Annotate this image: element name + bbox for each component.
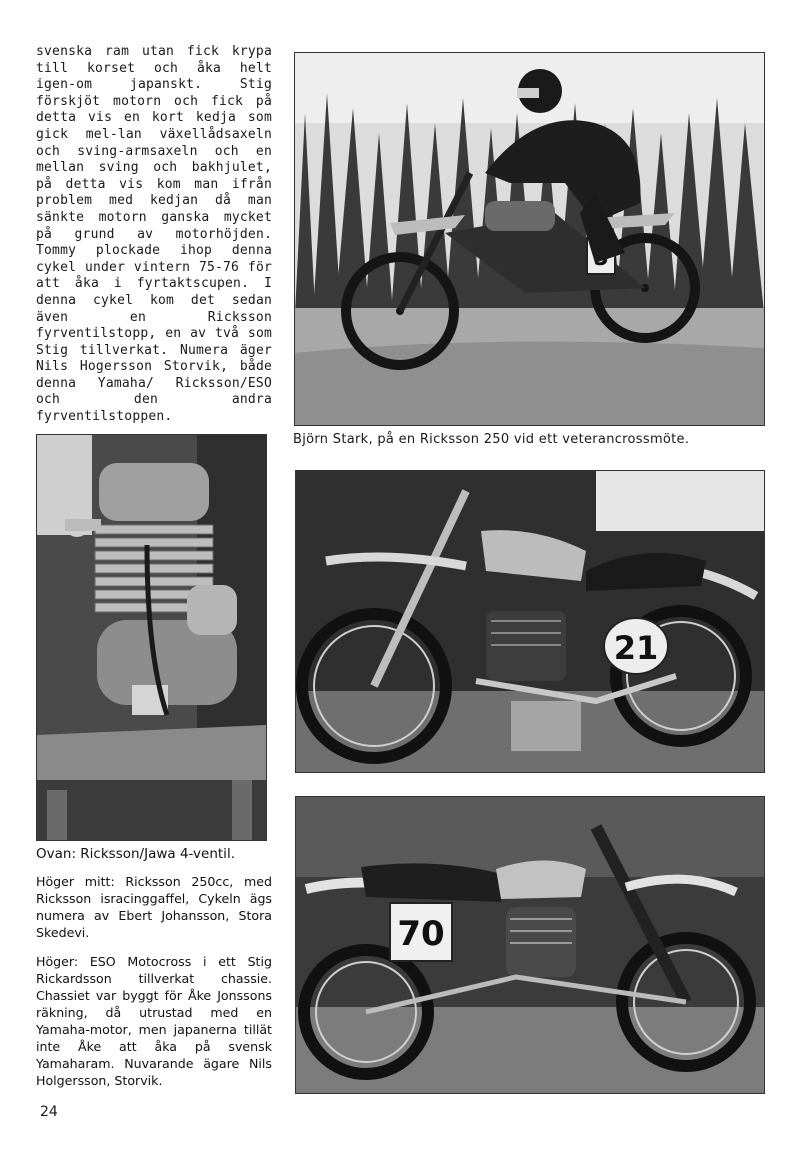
page-number: 24 xyxy=(40,1104,58,1120)
photo-ricksson-250 xyxy=(295,470,765,773)
photo-eso-motocross xyxy=(295,796,765,1094)
photo-rider-jump xyxy=(294,52,765,426)
caption-engine: Ovan: Ricksson/Jawa 4-ventil. xyxy=(36,846,235,862)
middle-number-plate: 21 xyxy=(613,629,659,667)
caption-bottom-right: Höger: ESO Motocross i ett Stig Rickardsson tillverkat chassie. Chassiet var byggt för Åke Jonssons räkning, då utrustad med en Yamaha-motor, men japanerna tillät inte Åke att åka på svensk Yamaharam. Nuvarande ägare Nils Holgersson, Storvik. xyxy=(36,954,272,1088)
bottom-number-plate: 70 xyxy=(397,914,445,954)
caption-middle-right: Höger mitt: Ricksson 250cc, med Ricksson isracinggaffel, Cykeln ägs numera av Ebert Johansson, Stora Skedevi. xyxy=(36,874,272,940)
article-body-text: svenska ram utan fick krypa till korset och åka helt igen-om japanskt. Stig förskjöt motorn och fick på detta vis en kort kedja som gick mel-lan växellådsaxeln och sving-armsaxeln och en mellan sving och bakhjulet, på detta vis kom man ifrån problem med kedjan då man sänkte motorn ganska mycket på grund av motorhöjden. Tommy plockade ihop denna cykel under vintern 75-76 för att åka i fyrtaktscupen. I denna cykel kom det sedan även en Ricksson fyrventilstopp, en av två som Stig tillverkat. Numera äger Nils Hogersson Storvik, både denna Yamaha/ Ricksson/ESO och den andra fyrventilstoppen. xyxy=(36,44,272,425)
caption-top-photo: Björn Stark, på en Ricksson 250 vid ett veterancrossmöte. xyxy=(293,432,690,447)
caption-column xyxy=(36,846,272,1101)
photo-engine xyxy=(36,434,267,841)
